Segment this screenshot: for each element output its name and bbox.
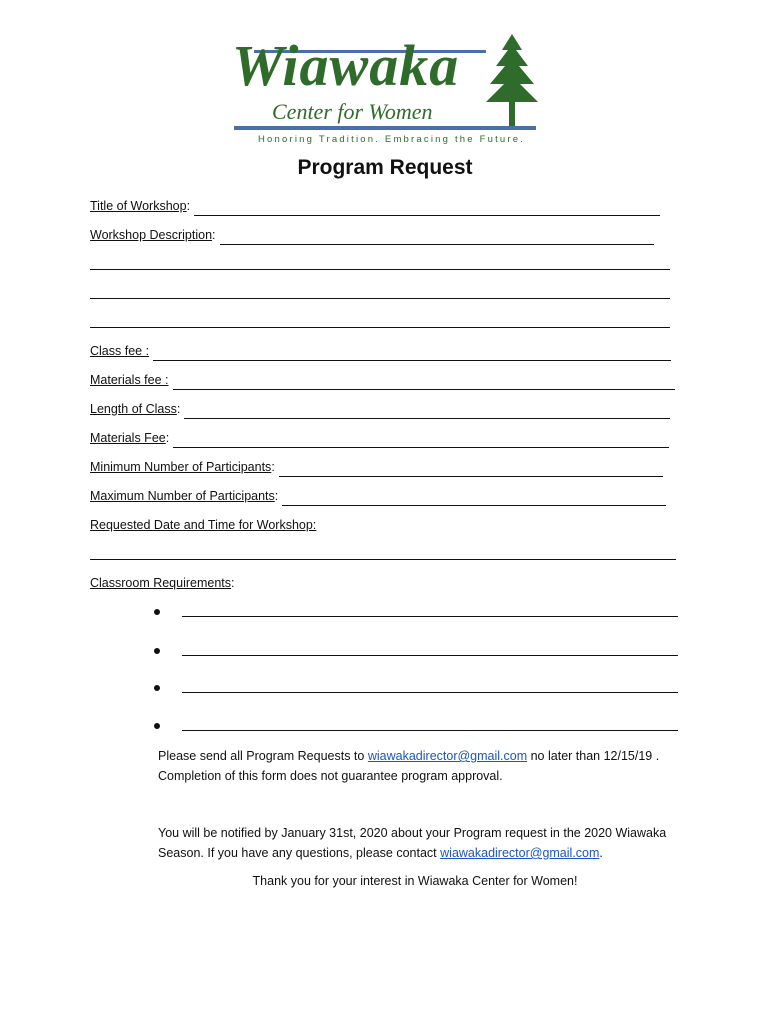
- fill-line[interactable]: [182, 730, 678, 731]
- fill-line[interactable]: [182, 616, 678, 617]
- field-label: Materials fee :: [90, 373, 169, 387]
- field-label: Title of Workshop: [90, 199, 187, 213]
- field-maximum-participants[interactable]: Maximum Number of Participants :: [90, 486, 666, 506]
- fill-line[interactable]: [184, 404, 670, 419]
- page-title: Program Request: [297, 156, 473, 179]
- fill-line[interactable]: [182, 655, 678, 656]
- requirement-item[interactable]: [154, 641, 684, 661]
- fill-line[interactable]: [153, 346, 671, 361]
- field-title-of-workshop[interactable]: Title of Workshop :: [90, 196, 660, 216]
- fill-line[interactable]: [282, 491, 666, 506]
- field-materials-fee-2[interactable]: Materials Fee :: [90, 428, 669, 448]
- field-requested-date-time: [90, 515, 316, 535]
- field-label: Length of Class: [90, 402, 177, 416]
- fill-line[interactable]: [220, 230, 654, 245]
- requirement-item[interactable]: [154, 716, 684, 736]
- field-minimum-participants[interactable]: Minimum Number of Participants :: [90, 457, 663, 477]
- field-workshop-description[interactable]: Workshop Description :: [90, 225, 654, 245]
- field-materials-fee[interactable]: [90, 370, 675, 390]
- requested-date-line[interactable]: [90, 558, 676, 560]
- requirement-item[interactable]: [154, 602, 684, 622]
- logo-wordmark: Wiawaka: [232, 33, 460, 98]
- field-label: Class fee :: [90, 344, 150, 358]
- field-label: Classroom Requirements: [90, 576, 232, 590]
- field-length-of-class[interactable]: Length of Class :: [90, 399, 670, 419]
- email-link[interactable]: wiawakadirector@gmail.com: [440, 846, 600, 860]
- logo-bottom-rule: [234, 126, 536, 130]
- fill-line[interactable]: [194, 201, 660, 216]
- fill-line[interactable]: [173, 375, 675, 390]
- logo-tagline: Honoring Tradition. Embracing the Future.: [258, 134, 526, 145]
- fill-line[interactable]: [173, 433, 669, 448]
- description-line[interactable]: [90, 268, 670, 270]
- field-label: Maximum Number of Participants: [90, 489, 275, 503]
- field-label: Minimum Number of Participants: [90, 460, 272, 474]
- thank-you-text: Thank you for your interest in Wiawaka Center for Women!: [252, 874, 578, 888]
- field-label: Workshop Description: [90, 228, 213, 242]
- field-label: Materials Fee: [90, 431, 166, 445]
- submission-instructions: Please send all Program Requests to wiawakadirector@gmail.com no later than 12/15/19 . Completion of this form does not guarantee program approval.: [158, 749, 660, 783]
- bullet-icon: [154, 685, 160, 691]
- bullet-icon: [154, 648, 160, 654]
- bullet-icon: [154, 609, 160, 615]
- fill-line[interactable]: [279, 462, 663, 477]
- description-line[interactable]: [90, 326, 670, 328]
- field-classroom-requirements: Classroom Requirements :: [90, 573, 235, 593]
- fill-line[interactable]: [182, 692, 678, 693]
- bullet-icon: [154, 723, 160, 729]
- field-label: Requested Date and Time for Workshop:: [90, 518, 317, 532]
- field-class-fee[interactable]: [90, 341, 671, 361]
- logo-subtitle: Center for Women: [272, 99, 433, 124]
- notification-paragraph: You will be notified by January 31st, 2020 about your Program request in the 2020 Wiawaka Season. If you have any questions, please contact wiawakadirector@gmail.com.: [158, 826, 667, 860]
- pine-tree-icon: [486, 34, 538, 126]
- email-link[interactable]: wiawakadirector@gmail.com: [367, 749, 528, 763]
- wiawaka-logo: [228, 28, 542, 148]
- requirement-item[interactable]: [154, 678, 684, 698]
- description-line[interactable]: [90, 297, 670, 299]
